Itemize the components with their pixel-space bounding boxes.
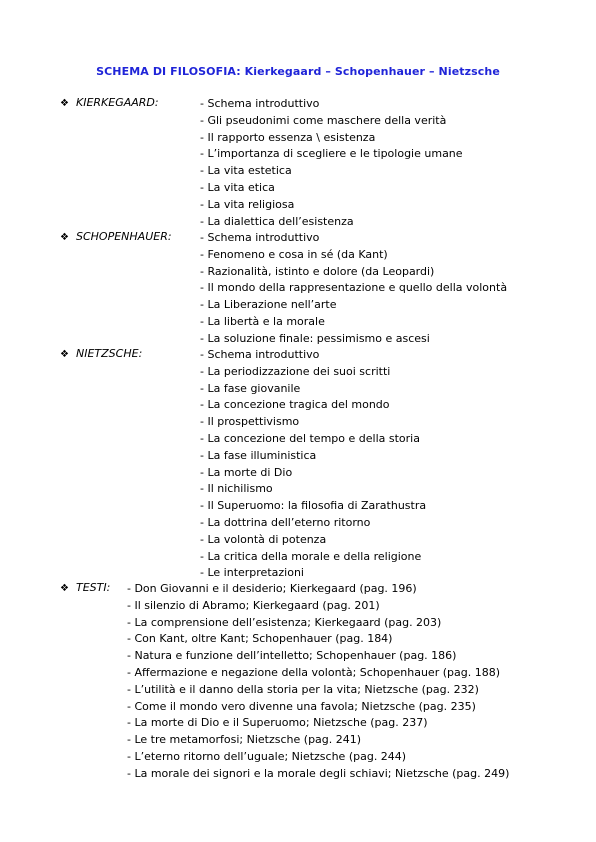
list-item: - Il rapporto essenza \ esistenza (200, 130, 376, 144)
list-item: - Le interpretazioni (200, 566, 304, 580)
section-heading (60, 581, 110, 594)
section-label: SCHOPENHAUER: (76, 230, 172, 243)
list-item: - La concezione tragica del mondo (200, 398, 390, 412)
list-item: - La dialettica dell’esistenza (200, 214, 354, 228)
topic-list (200, 230, 507, 348)
list-item: - L’utilità e il danno della storia per la vita; Nietzsche (pag. 232) (127, 682, 479, 696)
list-item: - La morale dei signori e la morale degli schiavi; Nietzsche (pag. 249) (127, 766, 510, 780)
list-item: - Il prospettivismo (200, 415, 300, 429)
document-title: SCHEMA DI FILOSOFIA: Kierkegaard – Schopenhauer – Nietzsche (96, 65, 500, 78)
list-item: - La dottrina dell’eterno ritorno (200, 515, 371, 529)
list-item: - La fase illuministica (200, 448, 317, 462)
section-heading (60, 230, 172, 243)
diamond-bullet-icon: ❖ (60, 583, 69, 594)
list-item: - L’importanza di scegliere e le tipologie umane (200, 147, 463, 161)
topic-list (200, 96, 463, 230)
list-item: - Natura e funzione dell’intelletto; Schopenhauer (pag. 186) (127, 649, 457, 663)
list-item: - La volontà di potenza (200, 532, 327, 546)
list-item: - Schema introduttivo (200, 97, 320, 110)
list-item: - Don Giovanni e il desiderio; Kierkegaard (pag. 196) (127, 582, 417, 595)
list-item: - La Liberazione nell’arte (200, 298, 337, 312)
list-item: - Il Superuomo: la filosofia di Zarathustra (200, 499, 427, 513)
list-item: - La libertà e la morale (200, 314, 325, 328)
topic-list (200, 347, 426, 582)
diamond-bullet-icon: ❖ (60, 349, 69, 360)
list-item: - Gli pseudonimi come maschere della verità (200, 113, 447, 127)
list-item: - Il silenzio di Abramo; Kierkegaard (pag. 201) (127, 598, 380, 612)
list-item: - La fase giovanile (200, 381, 301, 395)
list-item: - La concezione del tempo e della storia (200, 431, 420, 445)
list-item: - La comprensione dell’esistenza; Kierkegaard (pag. 203) (127, 615, 442, 629)
list-item: - La vita religiosa (200, 197, 295, 211)
list-item: - Schema introduttivo (200, 348, 320, 361)
diamond-bullet-icon: ❖ (60, 232, 69, 243)
list-item: - La vita etica (200, 180, 275, 194)
diamond-bullet-icon: ❖ (60, 98, 69, 109)
text-list (127, 581, 509, 783)
list-item: - L’eterno ritorno dell’uguale; Nietzsche (pag. 244) (127, 749, 407, 763)
list-item: - Affermazione e negazione della volontà; Schopenhauer (pag. 188) (127, 665, 500, 679)
list-item: - Razionalità, istinto e dolore (da Leopardi) (200, 264, 435, 278)
list-item: - Con Kant, oltre Kant; Schopenhauer (pag. 184) (127, 632, 393, 646)
list-item: - La vita estetica (200, 164, 292, 178)
section-label: TESTI: (76, 581, 111, 594)
section-heading (60, 96, 159, 109)
section-label: KIERKEGAARD: (76, 96, 159, 109)
list-item: - Come il mondo vero divenne una favola; Nietzsche (pag. 235) (127, 699, 476, 713)
list-item: - La periodizzazione dei suoi scritti (200, 364, 391, 378)
list-item: - Schema introduttivo (200, 231, 320, 244)
list-item: - La critica della morale e della religione (200, 549, 422, 563)
section-heading (60, 347, 142, 360)
list-item: - Il nichilismo (200, 482, 273, 496)
list-item: - Le tre metamorfosi; Nietzsche (pag. 241) (127, 733, 362, 747)
list-item: - La soluzione finale: pessimismo e ascesi (200, 331, 430, 345)
list-item: - La morte di Dio e il Superuomo; Nietzsche (pag. 237) (127, 716, 428, 730)
list-item: - La morte di Dio (200, 465, 293, 479)
list-item: - Il mondo della rappresentazione e quello della volontà (200, 281, 508, 295)
section-label: NIETZSCHE: (76, 347, 143, 360)
list-item: - Fenomeno e cosa in sé (da Kant) (200, 247, 388, 261)
